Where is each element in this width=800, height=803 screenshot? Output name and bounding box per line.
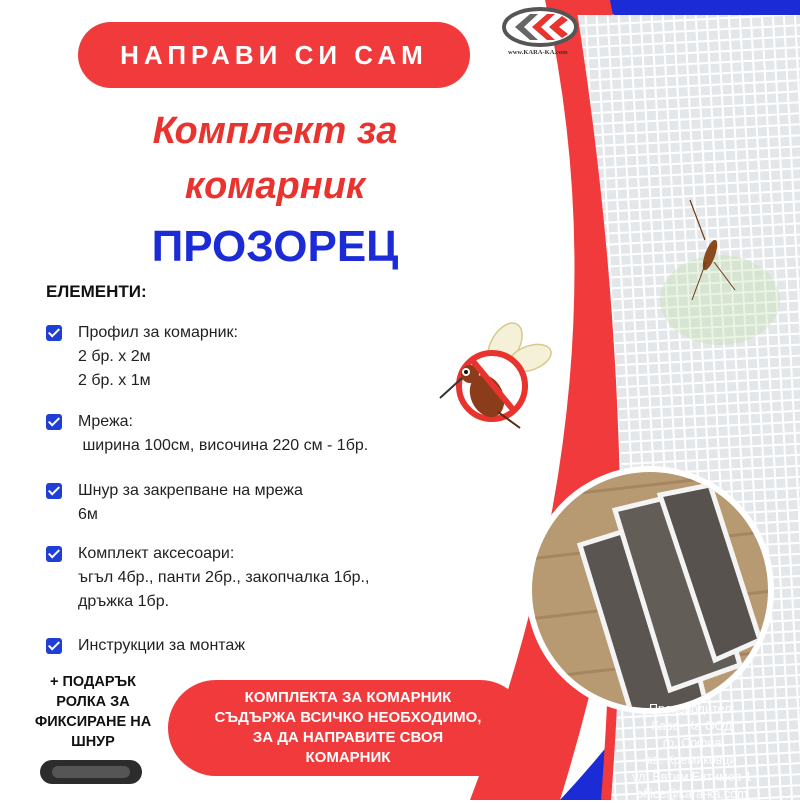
banner-line: КОМПЛЕКТА ЗА КОМАРНИК	[244, 689, 452, 706]
checkbox-icon	[46, 325, 62, 341]
list-item-line: ъгъл 4бр., панти 2бр., закопчалка 1бр.,	[78, 569, 370, 586]
producer-line: гр. София	[662, 736, 722, 750]
producer-line: ул. Евтим Евтимов 1	[632, 770, 752, 784]
banner-line: СЪДЪРЖА ВСИЧКО НЕОБХОДИМО,	[214, 709, 482, 726]
checkbox-icon	[46, 638, 62, 654]
banner-line: ЗА ДА НАПРАВИТЕ СВОЯ	[252, 729, 444, 746]
producer-info	[612, 701, 772, 803]
brand-logo	[504, 9, 576, 45]
title-line-3: ПРОЗОРЕЦ	[151, 222, 399, 271]
list-item-line: Инструкции за монтаж	[78, 637, 246, 654]
list-item-line: 6м	[78, 506, 98, 523]
title-line-1: Комплект за	[152, 110, 398, 152]
list-item	[46, 479, 303, 527]
roller-tool-icon	[40, 760, 142, 784]
list-item	[46, 542, 369, 614]
diy-banner: НАПРАВИ СИ САМ	[78, 22, 470, 88]
gift-line: ШНУР	[71, 734, 115, 750]
list-item-line: Мрежа:	[78, 413, 133, 430]
list-item-line: ширина 100см, височина 220 см - 1бр.	[78, 437, 369, 454]
no-mosquito-icon	[440, 317, 555, 428]
list-item-line: 2 бр. х 1м	[78, 372, 151, 389]
producer-line: Кара- Ка ООД	[651, 719, 733, 733]
banner-line: КОМАРНИК	[305, 749, 391, 766]
producer-email: office@kara-ka.com	[636, 787, 748, 801]
producer-line: Производител:	[649, 702, 735, 716]
kit-info-banner	[168, 680, 528, 776]
checkbox-icon	[46, 546, 62, 562]
list-item	[46, 321, 238, 393]
checkbox-icon	[46, 414, 62, 430]
checkbox-icon	[46, 483, 62, 499]
list-item-line: 2 бр. х 2м	[78, 348, 151, 365]
list-item-line: дръжка 1бр.	[78, 593, 170, 610]
gift-line: ФИКСИРАНЕ НА	[34, 714, 152, 730]
title-line-2: комарник	[184, 165, 366, 207]
logo-url: www.KARA-KA.com	[508, 49, 568, 56]
elements-heading: ЕЛЕМЕНТИ:	[46, 282, 147, 301]
gift-line: РОЛКА ЗА	[56, 694, 130, 710]
list-item	[46, 410, 368, 458]
list-item-line: Шнур за закрепване на мрежа	[78, 482, 303, 499]
gift-line: + ПОДАРЪК	[50, 674, 136, 690]
list-item-line: Профил за комарник:	[78, 324, 238, 341]
gift-note	[4, 672, 182, 752]
list-item	[46, 634, 245, 658]
list-item-line: Комплект аксесоари:	[78, 545, 235, 562]
producer-line: кв. Кремиковци	[647, 753, 737, 767]
